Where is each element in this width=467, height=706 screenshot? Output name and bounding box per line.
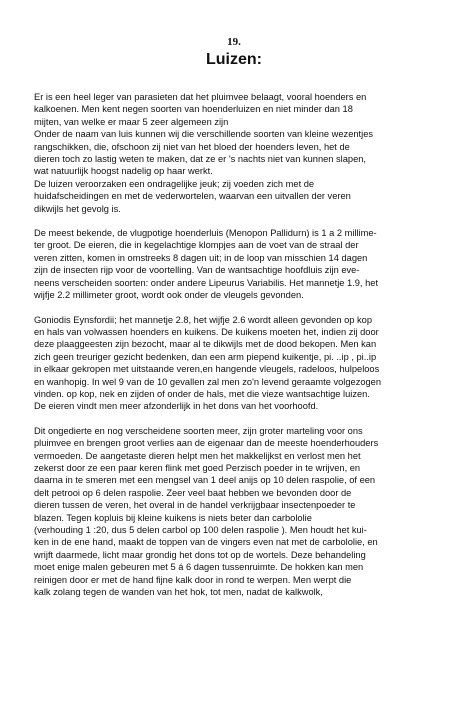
text-line: zekerst door ze een paar keren flink met goed Perzisch poeder in te wrijven, en: [34, 462, 361, 473]
text-line: in elkaar gekropen met uitstaande veren,en hangende vleugels, radeloos, hulpeloos: [34, 364, 380, 375]
text-line: blazen. Tegen kopluis bij kleine kuikens is niets beter dan carbololie: [34, 512, 312, 523]
text-line: ken in de ene hand, maakt de toppen van de vingers even nat met de carbololie, en: [34, 537, 378, 548]
text-line: neens verscheiden soorten: onder andere Lipeurus Variabilis. Het mannetje 1.9, het: [34, 277, 379, 288]
text-line: rangschikken, die, ofschoon zij niet van het bloed der hoenders leven, het de: [34, 141, 350, 152]
page-number: 19.: [227, 36, 241, 48]
text-line: huidafscheidingen en met de vederwortelen, waarvan een uitvallen der veren: [34, 191, 351, 202]
text-line: wijfje 2.2 millimeter groot, wordt ook onder de vleugels gevonden.: [34, 290, 304, 301]
text-line: veren zitten, komen in omstreeks 8 dagen uit; in de loop van misschien 14 dagen: [34, 252, 368, 263]
paragraph: [34, 227, 434, 301]
paragraph: [34, 425, 434, 599]
text-line: en hals van volwassen hoenders en kuikens. De kuikens moeten het, indien zij door: [34, 326, 379, 337]
text-line: De meest bekende, de vlugpotige hoenderluis (Menopon Pallidurn) is 1 a 2 millime-: [34, 228, 377, 239]
text-line: deze plaaggeesten zijn bezocht, maar al te dikwijls met de dood bekopen. Men kan: [34, 339, 377, 350]
text-line: zijn de insecten rijp voor de voortelling. Van de wantsachtige hoofdluis zijn eve-: [34, 265, 360, 276]
paragraph-gap: [34, 413, 434, 425]
text-line: kalkoenen. Men kent negen soorten van hoenderluizen en niet minder dan 18: [34, 104, 353, 115]
document-body: [34, 91, 434, 598]
text-line: dieren tussen de veren, het overal in de handel verkrijgbaar insectenpoeder te: [34, 500, 356, 511]
text-line: De luizen veroorzaken een ondragelijke jeuk; zij voeden zich met de: [34, 178, 315, 189]
text-line: Er is een heel leger van parasieten dat het pluimvee belaagt, vooral hoenders en: [34, 92, 367, 102]
text-line: vinden. op kop, nek en zijden of onder de hals, met die vieze wantsachtige luizen.: [34, 388, 370, 399]
document-page: [34, 36, 434, 598]
text-line: De eieren vindt men meer afzonderlijk in het dons van het voorhoofd.: [34, 401, 319, 412]
page-title: Luizen:: [206, 51, 262, 68]
text-line: kalk zolang tegen de wanden van het hok, tot men, nadat de kalkwolk,: [34, 587, 323, 598]
text-line: mijten, van welke er maar 5 zeer algemeen zijn: [34, 116, 229, 127]
text-line: delt petrooi op 6 delen raspolie. Zeer veel baat hebben we bevonden door de: [34, 487, 352, 498]
paragraph: [34, 91, 434, 215]
text-line: reinigen door er met de hand fijne kalk door in rond te werpen. Men werpt die: [34, 574, 352, 585]
text-line: dieren toch zo lastig weten te maken, dat ze er 's nachts niet van kunnen slapen,: [34, 154, 367, 165]
text-line: zich geen treuriger gezicht bedenken, dan een arm piepend kuikentje, pi. ..ip , pi..ip: [34, 351, 377, 362]
text-line: dikwijls het gevolg is.: [34, 203, 121, 214]
text-line: Onder de naam van luis kunnen wij die verschillende soorten van kleine wezentjes: [34, 129, 374, 140]
paragraph-gap: [34, 215, 434, 227]
paragraph: [34, 314, 434, 413]
paragraph-gap: [34, 302, 434, 314]
text-line: vermoeden. De aangetaste dieren helpt men het makkelijkst en verlost men het: [34, 450, 361, 461]
text-line: ter groot. De eieren, die in kegelachtige klompjes aan de voet van de straal der: [34, 240, 359, 251]
text-line: Dit ongedierte en nog verscheidene soorten meer, zijn groter marteling voor ons: [34, 425, 363, 436]
text-line: Goniodis Eynsfordii; het mannetje 2.8, het wijfje 2.6 wordt alleen gevonden op kop: [34, 314, 372, 325]
text-line: pluimvee en brengen groot verlies aan de eigenaar dan de meeste hoenderhouders: [34, 438, 379, 449]
text-line: wat natuurlijk hoogst nadelig op haar werkt.: [34, 166, 213, 177]
text-line: wrijft daarmede, licht maar grondig het dons tot op de wortels. Deze behandeling: [34, 549, 366, 560]
text-line: moet enige malen gebeuren met 5 á 6 dagen tussenruimte. De hokken kan men: [34, 562, 364, 573]
text-line: (verhouding 1 :20, dus 5 delen carbol op 100 delen raspolie ). Men houdt het kui-: [34, 525, 367, 535]
text-line: daarna in te smeren met een mengsel van 1 deel anijs op 10 delen raspolie, of een: [34, 475, 376, 486]
text-line: en wanhopig. In wel 9 van de 10 gevallen zal men zo'n levend geraamte volgezogen: [34, 376, 382, 387]
